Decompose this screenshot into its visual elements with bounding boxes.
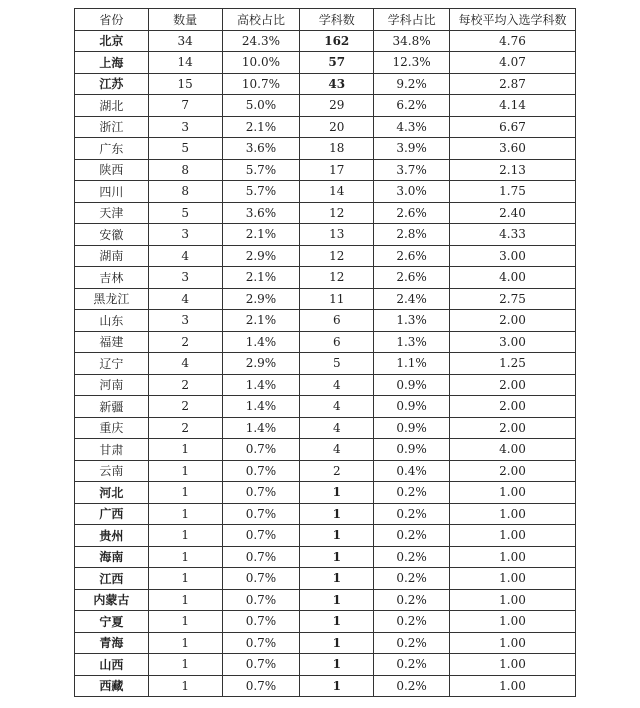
- average-subjects-cell: 4.00: [450, 267, 576, 289]
- subject-count-cell: 1: [300, 675, 374, 697]
- count-cell: 7: [148, 95, 222, 117]
- province-cell: 福建: [75, 331, 149, 353]
- count-cell: 2: [148, 331, 222, 353]
- average-subjects-cell: 1.25: [450, 353, 576, 375]
- table-row: [75, 95, 576, 117]
- count-cell: 3: [148, 224, 222, 246]
- subject-count-cell: 17: [300, 159, 374, 181]
- header-university-share: 高校占比: [222, 9, 300, 31]
- table-row: [75, 138, 576, 160]
- subject-share-cell: 0.2%: [374, 654, 450, 676]
- subject-share-cell: 0.2%: [374, 546, 450, 568]
- count-cell: 3: [148, 267, 222, 289]
- province-cell: 陕西: [75, 159, 149, 181]
- count-cell: 2: [148, 374, 222, 396]
- subject-share-cell: 0.9%: [374, 439, 450, 461]
- university-share-cell: 0.7%: [222, 611, 300, 633]
- table-row: [75, 353, 576, 375]
- university-share-cell: 10.0%: [222, 52, 300, 74]
- subject-count-cell: 4: [300, 417, 374, 439]
- province-cell: 山东: [75, 310, 149, 332]
- subject-count-cell: 4: [300, 374, 374, 396]
- average-subjects-cell: 1.00: [450, 632, 576, 654]
- average-subjects-cell: 3.00: [450, 245, 576, 267]
- subject-share-cell: 0.9%: [374, 396, 450, 418]
- subject-count-cell: 6: [300, 331, 374, 353]
- stats-table: [74, 8, 576, 697]
- province-cell: 河南: [75, 374, 149, 396]
- table-row: [75, 546, 576, 568]
- table-row: [75, 224, 576, 246]
- subject-count-cell: 18: [300, 138, 374, 160]
- subject-count-cell: 43: [300, 73, 374, 95]
- subject-count-cell: 57: [300, 52, 374, 74]
- province-cell: 吉林: [75, 267, 149, 289]
- subject-share-cell: 0.2%: [374, 611, 450, 633]
- count-cell: 1: [148, 525, 222, 547]
- subject-share-cell: 0.9%: [374, 417, 450, 439]
- subject-share-cell: 4.3%: [374, 116, 450, 138]
- province-cell: 新疆: [75, 396, 149, 418]
- subject-count-cell: 12: [300, 202, 374, 224]
- subject-count-cell: 6: [300, 310, 374, 332]
- subject-count-cell: 1: [300, 568, 374, 590]
- university-share-cell: 0.7%: [222, 439, 300, 461]
- university-share-cell: 24.3%: [222, 30, 300, 52]
- province-cell: 上海: [75, 52, 149, 74]
- count-cell: 5: [148, 138, 222, 160]
- university-share-cell: 10.7%: [222, 73, 300, 95]
- university-share-cell: 0.7%: [222, 589, 300, 611]
- table-body: [75, 30, 576, 697]
- university-share-cell: 2.1%: [222, 224, 300, 246]
- average-subjects-cell: 3.00: [450, 331, 576, 353]
- subject-share-cell: 1.1%: [374, 353, 450, 375]
- university-share-cell: 0.7%: [222, 482, 300, 504]
- province-cell: 江苏: [75, 73, 149, 95]
- count-cell: 1: [148, 503, 222, 525]
- table-row: [75, 245, 576, 267]
- count-cell: 1: [148, 675, 222, 697]
- subject-count-cell: 162: [300, 30, 374, 52]
- table-row: [75, 396, 576, 418]
- table-row: [75, 374, 576, 396]
- province-cell: 云南: [75, 460, 149, 482]
- average-subjects-cell: 1.00: [450, 546, 576, 568]
- subject-share-cell: 0.2%: [374, 589, 450, 611]
- university-share-cell: 2.9%: [222, 353, 300, 375]
- table-row: [75, 525, 576, 547]
- subject-share-cell: 2.6%: [374, 202, 450, 224]
- count-cell: 1: [148, 589, 222, 611]
- table-row: [75, 181, 576, 203]
- average-subjects-cell: 1.75: [450, 181, 576, 203]
- university-share-cell: 2.9%: [222, 288, 300, 310]
- subject-share-cell: 2.6%: [374, 245, 450, 267]
- subject-share-cell: 6.2%: [374, 95, 450, 117]
- average-subjects-cell: 1.00: [450, 503, 576, 525]
- average-subjects-cell: 2.40: [450, 202, 576, 224]
- table-row: [75, 568, 576, 590]
- university-share-cell: 2.9%: [222, 245, 300, 267]
- table-row: [75, 267, 576, 289]
- university-share-cell: 1.4%: [222, 396, 300, 418]
- province-cell: 宁夏: [75, 611, 149, 633]
- subject-count-cell: 1: [300, 546, 374, 568]
- table-row: [75, 310, 576, 332]
- count-cell: 1: [148, 568, 222, 590]
- count-cell: 1: [148, 632, 222, 654]
- province-cell: 黑龙江: [75, 288, 149, 310]
- university-share-cell: 2.1%: [222, 116, 300, 138]
- count-cell: 1: [148, 439, 222, 461]
- university-share-cell: 3.6%: [222, 202, 300, 224]
- subject-count-cell: 2: [300, 460, 374, 482]
- province-cell: 内蒙古: [75, 589, 149, 611]
- subject-count-cell: 5: [300, 353, 374, 375]
- count-cell: 3: [148, 116, 222, 138]
- table-row: [75, 654, 576, 676]
- table-row: [75, 611, 576, 633]
- count-cell: 1: [148, 460, 222, 482]
- header-average-subjects: 每校平均入选学科数: [450, 9, 576, 31]
- count-cell: 34: [148, 30, 222, 52]
- average-subjects-cell: 1.00: [450, 675, 576, 697]
- subject-share-cell: 1.3%: [374, 331, 450, 353]
- subject-share-cell: 34.8%: [374, 30, 450, 52]
- university-share-cell: 1.4%: [222, 417, 300, 439]
- province-cell: 河北: [75, 482, 149, 504]
- count-cell: 8: [148, 159, 222, 181]
- average-subjects-cell: 2.00: [450, 396, 576, 418]
- subject-share-cell: 0.9%: [374, 374, 450, 396]
- table-header-row: [75, 9, 576, 31]
- subject-count-cell: 14: [300, 181, 374, 203]
- table-row: [75, 159, 576, 181]
- average-subjects-cell: 1.00: [450, 482, 576, 504]
- subject-share-cell: 9.2%: [374, 73, 450, 95]
- count-cell: 1: [148, 611, 222, 633]
- province-cell: 贵州: [75, 525, 149, 547]
- average-subjects-cell: 2.75: [450, 288, 576, 310]
- table-row: [75, 73, 576, 95]
- subject-share-cell: 12.3%: [374, 52, 450, 74]
- subject-share-cell: 0.2%: [374, 675, 450, 697]
- university-share-cell: 0.7%: [222, 525, 300, 547]
- university-share-cell: 2.1%: [222, 267, 300, 289]
- table-row: [75, 503, 576, 525]
- province-cell: 西藏: [75, 675, 149, 697]
- university-share-cell: 0.7%: [222, 675, 300, 697]
- count-cell: 2: [148, 417, 222, 439]
- university-share-cell: 1.4%: [222, 331, 300, 353]
- province-cell: 湖南: [75, 245, 149, 267]
- university-share-cell: 2.1%: [222, 310, 300, 332]
- subject-count-cell: 12: [300, 267, 374, 289]
- table-row: [75, 675, 576, 697]
- table-row: [75, 52, 576, 74]
- subject-share-cell: 0.2%: [374, 568, 450, 590]
- average-subjects-cell: 2.00: [450, 460, 576, 482]
- university-share-cell: 3.6%: [222, 138, 300, 160]
- subject-share-cell: 2.4%: [374, 288, 450, 310]
- count-cell: 4: [148, 353, 222, 375]
- table-row: [75, 288, 576, 310]
- province-cell: 江西: [75, 568, 149, 590]
- table-row: [75, 632, 576, 654]
- average-subjects-cell: 6.67: [450, 116, 576, 138]
- table-row: [75, 482, 576, 504]
- university-share-cell: 1.4%: [222, 374, 300, 396]
- subject-count-cell: 1: [300, 632, 374, 654]
- subject-share-cell: 3.9%: [374, 138, 450, 160]
- count-cell: 1: [148, 654, 222, 676]
- count-cell: 4: [148, 288, 222, 310]
- subject-count-cell: 1: [300, 482, 374, 504]
- average-subjects-cell: 2.87: [450, 73, 576, 95]
- header-subject-share: 学科占比: [374, 9, 450, 31]
- average-subjects-cell: 1.00: [450, 611, 576, 633]
- header-count: 数量: [148, 9, 222, 31]
- average-subjects-cell: 2.00: [450, 417, 576, 439]
- subject-count-cell: 1: [300, 525, 374, 547]
- subject-count-cell: 4: [300, 439, 374, 461]
- university-share-cell: 5.7%: [222, 159, 300, 181]
- subject-count-cell: 12: [300, 245, 374, 267]
- count-cell: 15: [148, 73, 222, 95]
- province-cell: 广东: [75, 138, 149, 160]
- subject-share-cell: 3.7%: [374, 159, 450, 181]
- average-subjects-cell: 1.00: [450, 589, 576, 611]
- subject-count-cell: 4: [300, 396, 374, 418]
- subject-count-cell: 1: [300, 654, 374, 676]
- table-row: [75, 202, 576, 224]
- average-subjects-cell: 1.00: [450, 654, 576, 676]
- subject-share-cell: 3.0%: [374, 181, 450, 203]
- subject-count-cell: 11: [300, 288, 374, 310]
- province-cell: 海南: [75, 546, 149, 568]
- subject-share-cell: 2.8%: [374, 224, 450, 246]
- count-cell: 3: [148, 310, 222, 332]
- average-subjects-cell: 2.00: [450, 310, 576, 332]
- table-row: [75, 30, 576, 52]
- average-subjects-cell: 3.60: [450, 138, 576, 160]
- province-cell: 北京: [75, 30, 149, 52]
- province-cell: 广西: [75, 503, 149, 525]
- subject-count-cell: 1: [300, 611, 374, 633]
- province-cell: 甘肃: [75, 439, 149, 461]
- province-cell: 湖北: [75, 95, 149, 117]
- subject-share-cell: 0.2%: [374, 503, 450, 525]
- university-share-cell: 0.7%: [222, 654, 300, 676]
- average-subjects-cell: 1.00: [450, 568, 576, 590]
- subject-share-cell: 0.4%: [374, 460, 450, 482]
- province-cell: 辽宁: [75, 353, 149, 375]
- average-subjects-cell: 1.00: [450, 525, 576, 547]
- average-subjects-cell: 2.13: [450, 159, 576, 181]
- count-cell: 8: [148, 181, 222, 203]
- count-cell: 14: [148, 52, 222, 74]
- subject-count-cell: 1: [300, 589, 374, 611]
- subject-count-cell: 13: [300, 224, 374, 246]
- subject-share-cell: 0.2%: [374, 525, 450, 547]
- province-cell: 青海: [75, 632, 149, 654]
- header-subject-count: 学科数: [300, 9, 374, 31]
- header-province: 省份: [75, 9, 149, 31]
- table-row: [75, 439, 576, 461]
- subject-share-cell: 0.2%: [374, 632, 450, 654]
- province-cell: 天津: [75, 202, 149, 224]
- university-share-cell: 0.7%: [222, 460, 300, 482]
- average-subjects-cell: 4.07: [450, 52, 576, 74]
- subject-count-cell: 20: [300, 116, 374, 138]
- subject-share-cell: 2.6%: [374, 267, 450, 289]
- count-cell: 2: [148, 396, 222, 418]
- table-row: [75, 589, 576, 611]
- count-cell: 1: [148, 482, 222, 504]
- average-subjects-cell: 4.14: [450, 95, 576, 117]
- count-cell: 4: [148, 245, 222, 267]
- province-cell: 重庆: [75, 417, 149, 439]
- province-cell: 安徽: [75, 224, 149, 246]
- university-share-cell: 5.7%: [222, 181, 300, 203]
- subject-count-cell: 29: [300, 95, 374, 117]
- province-cell: 浙江: [75, 116, 149, 138]
- table-row: [75, 331, 576, 353]
- average-subjects-cell: 4.76: [450, 30, 576, 52]
- university-share-cell: 0.7%: [222, 568, 300, 590]
- average-subjects-cell: 4.33: [450, 224, 576, 246]
- subject-count-cell: 1: [300, 503, 374, 525]
- university-share-cell: 0.7%: [222, 503, 300, 525]
- table-row: [75, 417, 576, 439]
- province-cell: 四川: [75, 181, 149, 203]
- table-row: [75, 460, 576, 482]
- count-cell: 5: [148, 202, 222, 224]
- province-cell: 山西: [75, 654, 149, 676]
- subject-share-cell: 0.2%: [374, 482, 450, 504]
- average-subjects-cell: 4.00: [450, 439, 576, 461]
- count-cell: 1: [148, 546, 222, 568]
- university-share-cell: 0.7%: [222, 546, 300, 568]
- subject-share-cell: 1.3%: [374, 310, 450, 332]
- university-share-cell: 5.0%: [222, 95, 300, 117]
- average-subjects-cell: 2.00: [450, 374, 576, 396]
- table-row: [75, 116, 576, 138]
- university-share-cell: 0.7%: [222, 632, 300, 654]
